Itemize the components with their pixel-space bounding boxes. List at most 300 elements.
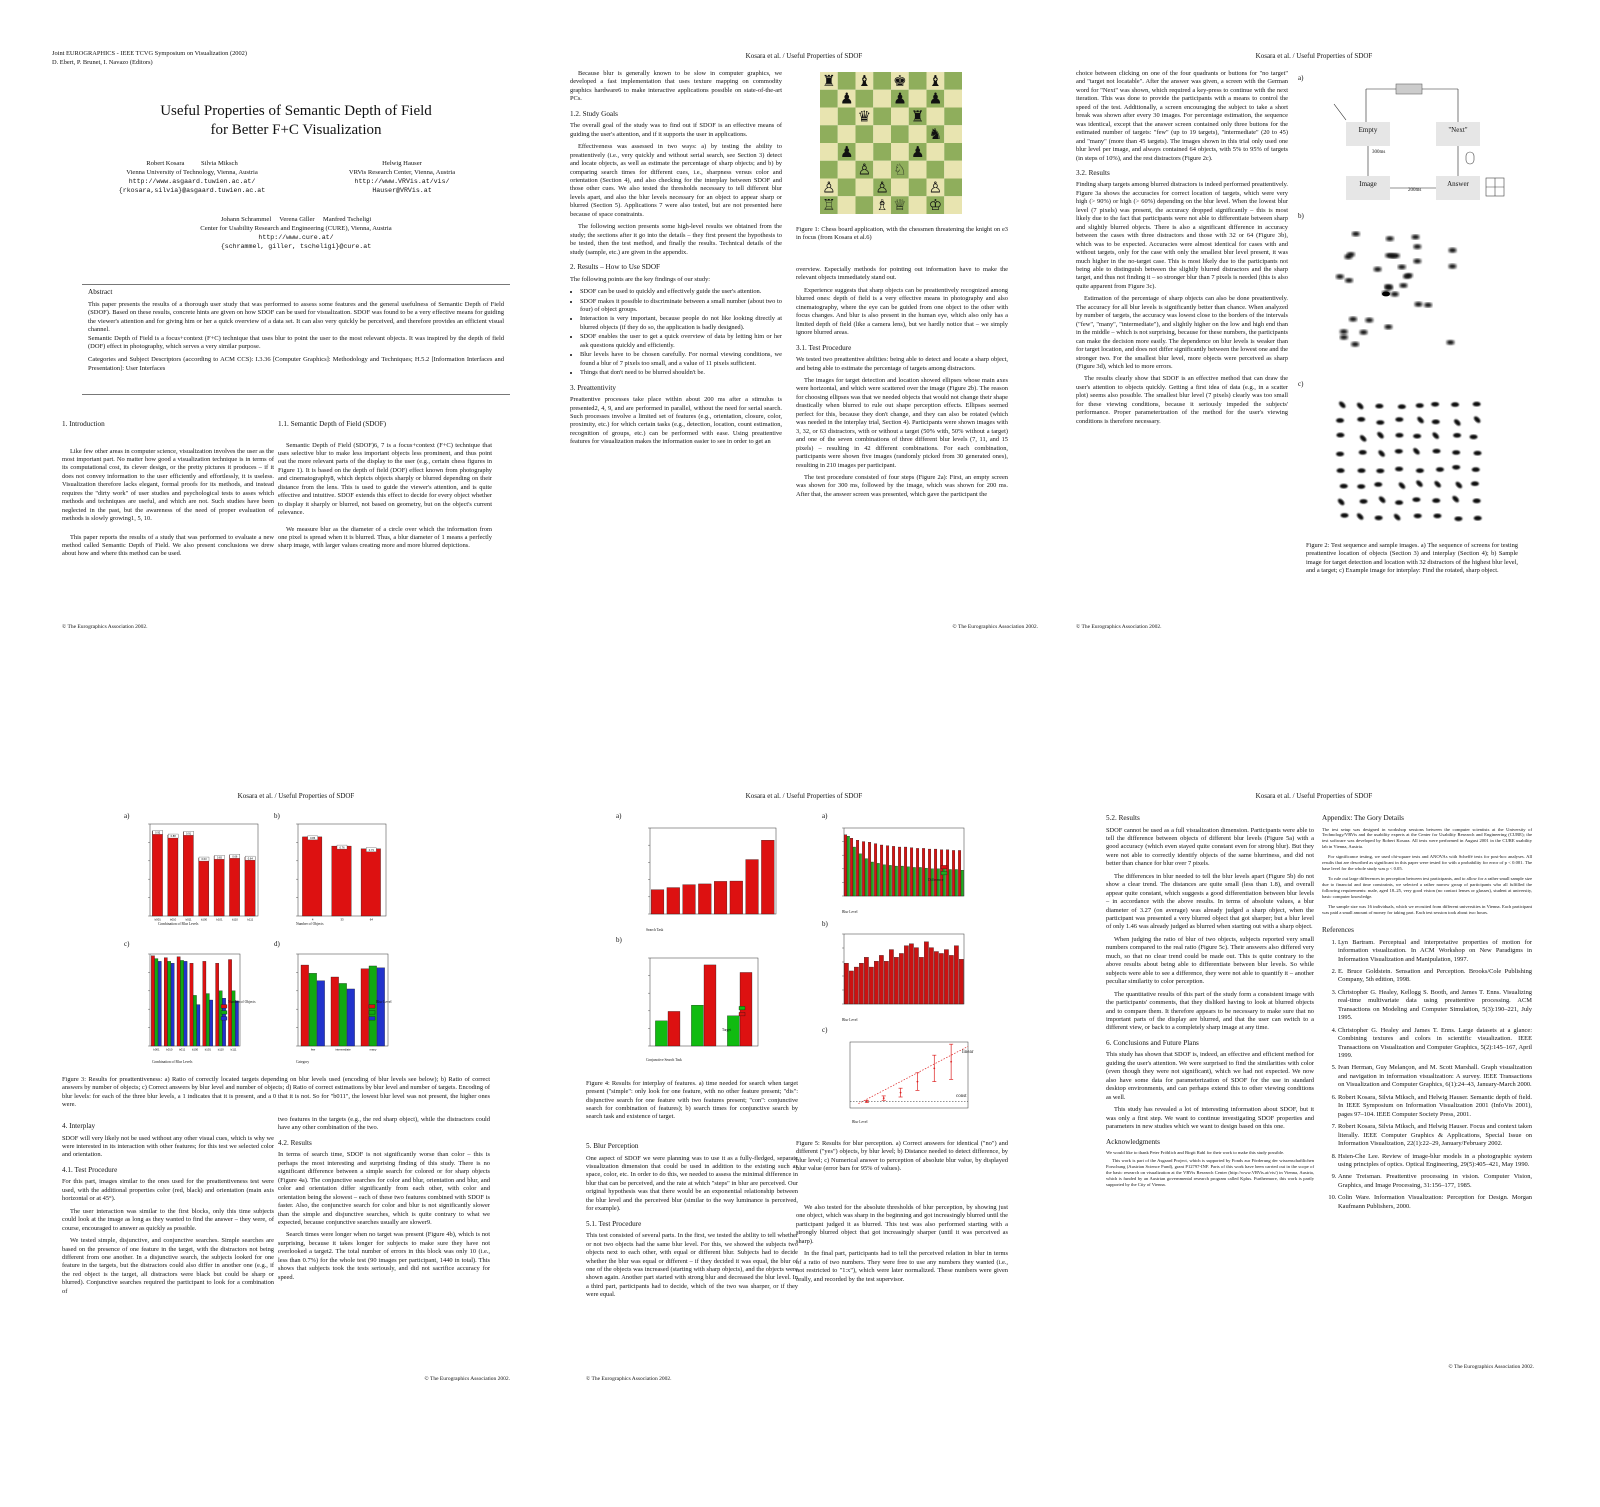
section-heading: 3.1. Test Procedure bbox=[796, 343, 852, 352]
axis-label: Blur Level bbox=[852, 1120, 868, 1124]
figure-panel-label: a) bbox=[616, 812, 622, 820]
blurred-ellipse bbox=[1433, 514, 1441, 519]
chess-piece-icon: ♙ bbox=[822, 178, 836, 197]
chess-piece-icon: ♟ bbox=[839, 89, 854, 108]
tick-label: b101 bbox=[204, 1047, 211, 1052]
author-block-b bbox=[302, 160, 502, 196]
chart-bar bbox=[931, 869, 934, 896]
paragraph: The images for target detection and location showed ellipses whose main axes were horizontal, and which were scattered over the image (Figure 2b). The reason for choosing ellipses was that we needed objects that would not change their shape drastically when blurred to rule out shape perception effects. Ellipses seemed perfect for this, because they don't change, and they can also be rotated (which was needed in the interplay trial, Section 4). Participants were shown images with 3, 32, or 63 distractors, with or without a target (50% with, 50% without a target) and one of the seven combinations of three different blur levels (7, 11, and 15 pixels) – resulting in 42 different combinations. For each combination, participants were shown five images (randomly picked from 30 generated ones), resulting in 210 images per participant. bbox=[796, 377, 1008, 469]
paragraph: The quantitative results of this part of the study form a consistent image with the participants' comments, that they disliked having to look at blurred objects and to compare them. It therefore appears to be necessary to make sure that no important parts of the display are blurred, and that the user can switch to a different view, or back to a completely sharp image at any time. bbox=[1106, 990, 1314, 1032]
chess-piece-icon: ♔ bbox=[928, 196, 943, 214]
blurred-ellipse bbox=[1414, 514, 1422, 519]
section-heading: 3. Preattentivity bbox=[570, 383, 616, 392]
chart-bar bbox=[928, 849, 931, 896]
blurred-ellipse bbox=[1454, 481, 1463, 490]
blurred-ellipse bbox=[1470, 435, 1478, 440]
blurred-ellipse bbox=[1473, 499, 1481, 504]
chess-square bbox=[944, 161, 962, 179]
author-url: http://www.VRVis.at/vis/ bbox=[354, 177, 450, 185]
paragraph: The following points are the key findings of our study: bbox=[570, 275, 711, 283]
chess-piece-icon: ♝ bbox=[928, 72, 943, 90]
paragraph: Experience suggests that sharp objects can be preattentively recognized among blurred ones: depth of field is a very effective means in photography and also cinematography, where the eye can be guided from one object to the other with focus changes. And blur is also present in the human eye, which also only has a limited depth of field (like a camera lens), but we hardly notice that – we simply ignore blurred areas. bbox=[796, 286, 1008, 337]
chart-4a bbox=[630, 822, 780, 926]
chart-5a bbox=[830, 822, 990, 908]
blurred-ellipse bbox=[1384, 284, 1392, 289]
chess-piece-icon: ♙ bbox=[928, 178, 943, 197]
blurred-ellipse bbox=[1351, 342, 1359, 347]
axis-label: Category bbox=[296, 1060, 310, 1064]
paragraph: For significance testing, we used chi-square tests and ANOVAs with Scheffé tests for post-hoc analyses. All results that are described as significant in this paper were tested for with a probability for error of p < 0.001. The base level for the whole study was p < 0.05. bbox=[1322, 854, 1532, 872]
chart-bar bbox=[939, 953, 943, 1004]
blurred-ellipse bbox=[1397, 481, 1406, 490]
running-header: Kosara et al. / Useful Properties of SDOF bbox=[237, 792, 355, 800]
figure-panel-label: c) bbox=[822, 1026, 828, 1034]
blurred-ellipse bbox=[1398, 404, 1406, 409]
chart-bar bbox=[203, 961, 206, 1046]
paper-page-3 bbox=[1070, 50, 1558, 650]
legend-swatch bbox=[369, 1005, 375, 1009]
blurred-ellipse bbox=[1454, 516, 1462, 521]
paragraph: Estimation of the percentage of sharp objects can also be done preattentively. The accuracy for all blur levels is significantly better than chance. When analyzed by number of targets, the accuracy was lowest close to the borders of the intervals ("few", "many", "intermediate"), and slightly higher on the low and high end than in the middle – which is not surprising, because for these numbers, the participants can make the decision more easily. The dependence on blur levels is weaker than for target location, and does not differ significantly between the lowest one and the stronger two. For the smallest blur level, more objects were perceived as sharp (Figure 3d), which led to more errors. bbox=[1076, 295, 1289, 370]
chess-square bbox=[820, 108, 838, 126]
affiliation: VRVis Research Center, Vienna, Austria bbox=[348, 168, 456, 176]
copyright-footer: © The Eurographics Association 2002. bbox=[952, 624, 1038, 630]
chess-square bbox=[944, 143, 962, 161]
chart-bar bbox=[934, 849, 937, 896]
blurred-ellipse bbox=[1386, 236, 1394, 241]
blurred-ellipse bbox=[1376, 469, 1384, 474]
title-line: Useful Properties of Semantic Depth of Field bbox=[160, 103, 432, 119]
blurred-ellipse bbox=[1413, 259, 1421, 264]
chart-bar bbox=[331, 977, 339, 1046]
chart-bar bbox=[880, 845, 883, 896]
blurred-ellipse bbox=[1473, 415, 1482, 424]
chess-square bbox=[891, 143, 909, 161]
blurred-ellipse bbox=[1451, 402, 1459, 407]
tick-label: b010 bbox=[170, 917, 177, 922]
paragraph: We tested simple, disjunctive, and conjunctive searches. Simple searches are based on the presence of one feature in the target, with the distractors not being different from one another. In a disjunctive search, the subjects looked for one feature in the targets, but the distractors could also differ in another one (e.g., if the red object is the target, all distractors were black but could be sharp or blurred). Conjunctive searches required the participant to look for a combination of bbox=[62, 1237, 274, 1295]
chess-square bbox=[909, 90, 927, 108]
blurred-ellipse bbox=[1359, 434, 1368, 443]
blurred-ellipse bbox=[1395, 449, 1403, 454]
chess-square bbox=[873, 90, 891, 108]
author-block-a bbox=[72, 160, 312, 196]
blurred-ellipse bbox=[1473, 402, 1481, 407]
chess-piece-icon: ♛ bbox=[857, 107, 872, 126]
chart-bar bbox=[874, 961, 878, 1004]
caption-text: Figure 5: Results for blur perception. a) Correct answers for identical ("no") and different ("yes") objects, by blur level; b) Distance needed to detect difference, by blur level; c) Numerical answer to perception of absolute blur value, by displayed blur value (error bars for 95% of values). bbox=[796, 1140, 1008, 1172]
paragraph: This study has revealed a lot of interesting information about SDOF, but it was only a first step. We want to continue investigating SDOF properties and parameters in new studies which we want to design based on this one. bbox=[1106, 1106, 1314, 1131]
legend-swatch bbox=[739, 1012, 745, 1016]
column-left bbox=[1106, 808, 1314, 1188]
blurred-ellipse bbox=[1412, 497, 1420, 502]
paragraph: Because blur is generally known to be slow in computer graphics, we developed a fast implementation that uses texture mapping on commodity graphics hardware6 to make interactive applications possible on state-of-the-art PCs. bbox=[570, 70, 782, 103]
tick-label: b010 bbox=[166, 1047, 173, 1052]
section-heading: 4.2. Results bbox=[278, 1138, 312, 1147]
chess-square bbox=[856, 125, 874, 143]
chart-bar bbox=[704, 965, 716, 1046]
chart-bar bbox=[847, 836, 850, 896]
chart-bar bbox=[361, 969, 369, 1046]
column-right bbox=[796, 266, 1008, 503]
legend-title: Number of Objects bbox=[228, 1000, 256, 1004]
chart-bar bbox=[152, 831, 162, 916]
chart-bar bbox=[761, 840, 774, 914]
paragraph: overview. Especially methods for pointing out information have to make the relevant objects immediately stand out. bbox=[796, 266, 1008, 282]
chess-square bbox=[820, 161, 838, 179]
chart-bar bbox=[949, 869, 952, 896]
paragraph: This work is part of the Asgaard Project, which is supported by Fonds zur Förderung der wissenschaftlichen Forschung (Austrian Science Fund), grant P12797-INF. Parts of this work have been carried out in the scope of the basic research on visualization at the VRVis Research Center (http://www.VRVis.at/vis/) in Vienna, Austria, which is funded by an Austrian governmental research program called Kplus. Furthermore, this work is partly supported by the City of Vienna. bbox=[1106, 1157, 1314, 1187]
chart-bar bbox=[864, 957, 868, 1004]
axis-label: Blur Level bbox=[842, 1018, 858, 1022]
reference-item: 2. E. Bruce Goldstein. Sensation and Perception. Brooks/Cole Publishing Company, 5th edition, 1998. bbox=[1338, 968, 1532, 985]
paragraph: The user interaction was similar to the first blocks, only this time subjects could look at the image as long as they wanted to find the answer – they were, of course, encouraged to answer as quickly as possible. bbox=[62, 1207, 274, 1232]
chart-bar bbox=[874, 844, 877, 896]
figure-4-caption bbox=[586, 1080, 798, 1126]
blurred-ellipse bbox=[1340, 484, 1348, 489]
blurred-ellipse bbox=[1399, 283, 1407, 288]
chart-bar bbox=[177, 957, 180, 1046]
chart-bar bbox=[886, 846, 889, 896]
conference-line: Joint EUROGRAPHICS - IEEE TCVG Symposium on Visualization (2002) bbox=[52, 50, 248, 57]
axis-label: Combination of Blur Levels bbox=[158, 922, 199, 926]
column-left bbox=[570, 70, 782, 451]
chart-bar bbox=[193, 995, 196, 1046]
blurred-ellipse bbox=[1452, 465, 1460, 470]
chart-bar bbox=[909, 944, 913, 1004]
blurred-ellipse bbox=[1376, 431, 1385, 440]
blurred-ellipse bbox=[1453, 418, 1462, 427]
chart-bar bbox=[655, 1021, 667, 1046]
figure-1-caption bbox=[796, 226, 1008, 247]
blurred-ellipse bbox=[1395, 467, 1403, 472]
chess-square bbox=[944, 90, 962, 108]
chart-4b bbox=[630, 952, 780, 1058]
blurred-ellipse bbox=[1446, 340, 1454, 345]
copyright-footer: © The Eurographics Association 2002. bbox=[1448, 1364, 1534, 1370]
tick-label: b001 bbox=[153, 1047, 160, 1052]
blurred-ellipse bbox=[1413, 244, 1421, 249]
paragraph: Finding sharp targets among blurred distractors is indeed performed preattentively. Figure 3a shows the accuracies for correct location of targets, which were very high (> 90%) or high (> 60%) depending on the blur level. When the lowest blur level (7 pixels) was present, the accuracy dropped significantly – this is most likely due to the fact that participants were not able to differentiate between sharp and slightly blurred objects. There is also a significant difference in accuracy between the cases with three distractors and those with 32 or 64 (Figure 3b), which was to be expected. Accuracies were almost identical for cases with and without targets, only for the case with only the smallest blur level present, it was much higher in the no-target case. This is most likely due to the participants not being able to distinguish between the slightly blurred distractors and the sharp target, and thus not finding it – so stronger blur than 7 pixels is needed (this is also quite apparent from Figure 3c). bbox=[1076, 181, 1288, 290]
chess-piece-icon: ♞ bbox=[928, 125, 943, 144]
figure-panel-label: b) bbox=[274, 812, 280, 820]
paragraph: To rule out large differences in perception between test participants, and to allow for a rather small sample size due to financial and time constraints, we selected a rather narrow group of participants who all fulfilled the following requirements: male, aged 18–25, very good vision (no contact lenses or glasses), student at university, basic computer knowledge. bbox=[1322, 876, 1532, 900]
chart-bar bbox=[856, 840, 859, 896]
acknowledgments bbox=[1106, 1150, 1314, 1188]
bar-value-label: 0.92 bbox=[155, 831, 161, 835]
section-heading: Appendix: The Gory Details bbox=[1322, 814, 1404, 822]
chart-bar bbox=[377, 968, 385, 1046]
blurred-ellipse bbox=[1374, 267, 1382, 272]
copyright-footer: © The Eurographics Association 2002. bbox=[1076, 624, 1162, 630]
paragraph: We would like to thank Peter Fröhlich and Birgit Rabl for their work to make this study possible. bbox=[1106, 1150, 1285, 1155]
tick-label: b011 bbox=[179, 1047, 186, 1052]
chart-bar bbox=[914, 948, 918, 1004]
chart-bar bbox=[929, 948, 933, 1004]
list-item: • Blur levels have to be chosen carefully. For normal viewing conditions, we found a blur of 7 pixels too small, and a value of 11 pixels sufficient. bbox=[580, 351, 782, 368]
blurred-ellipse bbox=[1376, 420, 1384, 425]
start-arrow bbox=[1334, 104, 1346, 120]
tick-label: b111 bbox=[230, 1047, 237, 1052]
chess-piece-icon: ♘ bbox=[893, 160, 907, 179]
paragraph: We measure blur as the diameter of a circle over which the information from one pixel is spread when it is blurred. Thus, a blur diameter of 1 means a perfectly sharp image, with larger values creating more and more blurred depictions. bbox=[278, 525, 492, 550]
paper-page-5 bbox=[560, 790, 1048, 1390]
abstract-paragraph: This paper presents the results of a thorough user study that was performed to assess some features and the general usefulness of Semantic Depth of Field (SDOF). Based on these results, concrete hints are given on how SDOF can be used for visualization. SDOF was found to be a very effective means for guiding the viewer's attention and for giving him or her a quick overview of a data set. It can also very quickly be perceived, and therefore provides an efficient visual channel. bbox=[88, 300, 504, 334]
chart-bar bbox=[183, 832, 193, 916]
section-heading: 1.2. Study Goals bbox=[570, 109, 618, 118]
chart-bar bbox=[944, 950, 948, 1004]
paragraph: We also tested for the absolute thresholds of blur perception, by showing just one object, which was sharp in the beginning and got increasingly blurred until the participant judged it as blurred. This test was also performed starting with a strongly blurred object that got increasingly sharper (until it was perceived as sharp). bbox=[796, 1204, 1008, 1245]
linear-reference-line bbox=[858, 1046, 968, 1103]
blurred-ellipse bbox=[1431, 402, 1439, 407]
chart-bar bbox=[854, 967, 858, 1004]
column-left bbox=[62, 414, 274, 563]
chart-bar bbox=[844, 835, 847, 896]
title-line: for Better F+C Visualization bbox=[210, 121, 382, 138]
blurred-ellipse bbox=[1395, 417, 1403, 422]
chess-piece-icon: ♝ bbox=[857, 72, 872, 90]
paragraph: This study has shown that SDOF is, indeed, an effective and efficient method for guiding the user's attention. We were surprised to find the similarities with color (even though they were not significant), which we had not expected. We now also have some data for parameterization of SDOF for the use in standard desktop environments, and can perhaps extend this to other viewing conditions as well. bbox=[1106, 1051, 1314, 1101]
caption-text: Figure 3: Results for preattentiveness: a) Ratio of correctly located targets depending on blur levels used (encoding of blur levels see below); b) Ratio of correct answers by number of objects; c) Correct answers by blur level and number of objects; d) Ratio of correct estimations by blur level and number of targets. Encoding of blur levels: for each of the three blur levels, a 1 indicates that it is present, and a 0 that it is not. So for "b011", the lowest blur level was not present, the higher ones were. bbox=[62, 1076, 490, 1108]
blurred-ellipse bbox=[1405, 273, 1413, 278]
paragraph: Like few other areas in computer science, visualization involves the user as the most important part. No matter how good a visualization technique is in terms of its computational cost, its clever design, or the pretty pictures it produces – if it does not convey information to the user efficiently and effortlessly, it is useless. Visualization therefore lacks elegant, formal proofs for its methods, and instead requires the "dirty work" of user studies and psychological tests to asses which methods and techniques are useful, and which are not. Such studies have been neglected in the past, but the awareness of the need of proper evaluation of methods is slowly growing1, 5, 10. bbox=[62, 447, 274, 523]
bar-value-label: 0.63 bbox=[201, 858, 207, 862]
chart-bar bbox=[164, 958, 167, 1046]
blurred-ellipse bbox=[1471, 481, 1479, 486]
chess-piece-icon: ♟ bbox=[910, 142, 925, 161]
chart-bar bbox=[216, 963, 219, 1046]
figure-panel-label: c) bbox=[1298, 380, 1304, 388]
chart-bar bbox=[850, 838, 853, 896]
chess-square bbox=[909, 72, 927, 90]
author-email: Hauser@VRVis.at bbox=[372, 186, 432, 194]
chart-bar bbox=[730, 881, 743, 914]
column-left bbox=[62, 1116, 274, 1300]
chart-bar bbox=[949, 955, 953, 1004]
bar-value-label: 0.91 bbox=[186, 832, 192, 836]
copyright-footer: © The Eurographics Association 2002. bbox=[62, 624, 148, 630]
paragraph: The overall goal of the study was to find out if SDOF is an effective means of guiding the user's attention, and if it supports the user in applications. bbox=[570, 122, 782, 138]
sample-image-interplay bbox=[1332, 395, 1492, 530]
tick-label: 64 bbox=[369, 917, 373, 922]
chess-square bbox=[820, 90, 838, 108]
chess-square bbox=[838, 196, 856, 214]
copyright-footer: © The Eurographics Association 2002. bbox=[586, 1376, 672, 1382]
blurred-ellipse bbox=[1360, 330, 1368, 335]
legend-swatch bbox=[221, 1005, 227, 1009]
legend-swatch bbox=[941, 871, 947, 875]
chart-bar bbox=[309, 973, 317, 1046]
paragraph: The differences in blur needed to tell the blur levels apart (Figure 5b) do not show a clear trend. The distances are quite small (less than 1.8), and overall appear quite constant, which suggests a good differentiation between blur levels – in accordance with the above results. In terms of absolute values, a blur diameter of 3.27 (on average) was already judged a sharp object, when the participant was presented a very blurred object that got sharper; but a blur level of only 1.46 was already judged as blurred when starting out with a sharp object. bbox=[1106, 872, 1314, 931]
chart-bar bbox=[901, 866, 904, 896]
paragraph: Semantic Depth of Field (SDOF)6, 7 is a focus+context (F+C) technique that uses selective blur to make less important objects less prominent, and thus point out the more relevant parts of the display to the user (e.g., certain chess figures in Figure 1). It is based on the depth of field (DOF) effect known from photography and cinematography8, which depicts objects sharply or blurred depending on their distance from the lens. This is used to guide the viewer's attention, and is quite effective and intuitive. SDOF extends this effect to decide for every object whether to display it sharply or blurred, not based on geometry, but on the object's current relevance. bbox=[278, 441, 492, 517]
paper-page-4 bbox=[52, 790, 540, 1390]
chess-square bbox=[856, 90, 874, 108]
paragraph: SDOF will very likely not be used without any other visual cues, which is why we were interested in its interaction with other features; for this test we selected color and orientation. bbox=[62, 1134, 274, 1159]
chess-square bbox=[927, 108, 945, 126]
paper-page-2 bbox=[560, 50, 1048, 650]
bar-value-label: 0.73 bbox=[368, 849, 374, 853]
paragraph: Effectiveness was assessed in two ways: a) by testing the ability to preattentively (i.e., very quickly and without serial search, see Section 3) detect and locate objects, as well as estimate the percentage of sharp objects; and b) by comparing search times for different cues, i.e., sharpness versus color and orientation (Section 4), and also checking for the interplay between SDOF and those other cues. We also tested the thresholds necessary to tell different blur levels apart, and also the blur levels necessary for an object to appear sharp or blurred (Section 5). Applications 7 were also tested, but are not presented here because of space constraints. bbox=[570, 143, 782, 218]
figure-3-caption bbox=[62, 1076, 490, 1113]
chart-bar bbox=[959, 959, 963, 1004]
tick-label: b100 bbox=[200, 917, 208, 922]
blurred-ellipse bbox=[1414, 302, 1422, 307]
paragraph: In the final part, participants had to tell the perceived relation in blur in terms of a ratio of two numbers. They were free to use any numbers they wanted (i.e., not restricted to "1:x"), which were later normalized. These numbers were given orally, and recorded by the test supervisor. bbox=[796, 1250, 1008, 1283]
author-email: {rkosara,silvia}@asgaard.tuwien.ac.at bbox=[118, 186, 266, 194]
chart-bar bbox=[302, 837, 322, 916]
chart-bar bbox=[919, 867, 922, 896]
list-item: • Things that don't need to be blurred shouldn't be. bbox=[580, 369, 782, 377]
data-point bbox=[900, 1092, 902, 1094]
blurred-ellipse bbox=[1432, 420, 1440, 425]
column-right bbox=[278, 414, 492, 555]
chart-bar bbox=[853, 847, 856, 896]
blurred-ellipse bbox=[1395, 500, 1403, 505]
paragraph: The results clearly show that SDOF is an effective method that can draw the user's attention to objects quickly. Getting a first idea of data (e.g., in a scatter plot) seems also possible. The smallest blur level (7 pixels) clearly was too small for these viewing conditions, because it seriously impeded the subjects' performance. Proper parameterization of the method for the user's viewing conditions is therefore necessary. bbox=[1076, 375, 1288, 425]
chart-bar bbox=[898, 847, 901, 896]
chart-bar bbox=[916, 848, 919, 896]
section-heading: 1.1. Semantic Depth of Field (SDOF) bbox=[278, 420, 387, 428]
paragraph: choice between clicking on one of the four quadrants or buttons for "no target" and "target not locatable". After the answer was given, a screen with the German word for "Next" was shown, which required a key-press to continue with the next iteration. This was done to provide the participants with a means to control the speed of the test. Additionally, a screen encouraging the subject to take a short break was shown after every 30 images. For percentage estimation, the sequence was identical, except that the answer screen contained only three buttons for the estimated number of targets: "few" (up to 19 targets), "intermediate" (20 to 45) and "many" (more than 45 targets). The images shown in this trial only used one blur level per image, and always contained 64 objects, with 5% to 95% of targets (in steps of 10%), and the rest distractors (Figure 2c). bbox=[1076, 70, 1288, 162]
tick-label: b111 bbox=[247, 917, 254, 922]
chart-bar bbox=[883, 865, 886, 896]
chart-bar bbox=[199, 858, 209, 916]
legend-swatch bbox=[941, 865, 947, 869]
blurred-ellipse bbox=[1388, 253, 1396, 258]
author-names: Helwig Hauser bbox=[382, 160, 422, 167]
blurred-ellipse bbox=[1416, 403, 1424, 408]
chess-square bbox=[838, 179, 856, 197]
blurred-ellipse bbox=[1452, 450, 1460, 455]
blurred-ellipse bbox=[1337, 468, 1345, 473]
tick-label: many bbox=[369, 1047, 377, 1052]
chart-bar bbox=[868, 842, 871, 896]
figure-panel-label: b) bbox=[822, 920, 828, 928]
blurred-ellipse bbox=[1377, 449, 1386, 458]
chart-bar bbox=[913, 867, 916, 896]
legend-swatch bbox=[221, 1017, 227, 1021]
chart-bar bbox=[361, 849, 381, 916]
blurred-ellipse bbox=[1384, 325, 1392, 330]
paragraph: In terms of search time, SDOF is not significantly worse than color – this is perhaps the most interesting and surprising finding of this study. There is no significant difference between a simple search for colored or for sharp objects (Figure 4a). The conjunctive searches for color and blur, orientation and blur, and color and orientation differ significantly from each other, with color and orientation being the slowest – each of these two features combined with SDOF is faster. Also, the conjunctive search for color and blur is not significantly slower than the simple and disjunctive searches, which is quite contrary to what we expected, because conjunctive searches usually are slower9. bbox=[278, 1151, 490, 1227]
author-url: http://www.cure.at/ bbox=[258, 233, 334, 241]
paragraph: The test setup was designed in workshop sessions between the computer scientists at the University of Technology/VRVis and the usability experts at the Center for Usability Research and Engineering (CURE); the test software was developed by Robert Kosara. All tests were performed in August 2001 in the CURE usability lab in Vienna, Austria. bbox=[1322, 826, 1532, 850]
list-item: • SDOF can be used to quickly and effectively guide the user's attention. bbox=[580, 288, 782, 296]
chart-bar bbox=[889, 950, 893, 1004]
mouse-icon bbox=[1466, 152, 1474, 164]
tick-label: b110 bbox=[217, 1047, 224, 1052]
chess-square bbox=[891, 179, 909, 197]
section-heading: 5.2. Results bbox=[1106, 814, 1140, 822]
chess-square bbox=[873, 161, 891, 179]
blurred-ellipse bbox=[1336, 418, 1344, 423]
section-heading: 3.2. Results bbox=[1076, 168, 1110, 177]
chess-square bbox=[873, 108, 891, 126]
blurred-ellipse bbox=[1433, 449, 1441, 454]
data-point bbox=[917, 1081, 919, 1083]
affiliation: Center for Usability Research and Engineering (CURE), Vienna, Austria bbox=[200, 224, 392, 232]
chart-bar bbox=[892, 846, 895, 896]
chart-bar bbox=[904, 946, 908, 1004]
chart-bar bbox=[907, 867, 910, 896]
section-heading: 2. Results – How to Use SDOF bbox=[570, 263, 661, 272]
tick-label: intermediate bbox=[335, 1047, 351, 1052]
blurred-ellipse bbox=[1378, 495, 1387, 504]
chart-bar bbox=[210, 1000, 213, 1046]
tick-label: 33 bbox=[340, 917, 344, 922]
blurred-ellipse bbox=[1453, 433, 1461, 438]
blurred-ellipse bbox=[1431, 431, 1440, 440]
data-point bbox=[950, 1061, 952, 1063]
chart-bar bbox=[171, 963, 174, 1046]
bar-value-label: 0.64 bbox=[247, 857, 253, 861]
chess-square bbox=[856, 179, 874, 197]
blurred-ellipse bbox=[1341, 513, 1349, 518]
acm-categories: Categories and Subject Descriptors (according to ACM CCS): I.3.36 [Computer Graphics]: Methodology and Techniques; H.5.2 [Information Interfaces and Presentation]: User Interfaces bbox=[88, 355, 504, 372]
chess-square bbox=[873, 125, 891, 143]
chart-bar bbox=[339, 983, 347, 1046]
chess-piece-icon: ♙ bbox=[875, 178, 889, 197]
blurred-ellipse bbox=[1424, 303, 1432, 308]
reference-item: 9. Anne Treisman. Preattentive processing in vision. Computer Vision, Graphics, and Image Processing, 31:156–177, 1985. bbox=[1338, 1173, 1532, 1190]
reference-item: 5. Ivan Herman, Guy Melançon, and M. Scott Marshall. Graph visualization and navigation in information visualization: A survey. IEEE Transactions on Visualization and Computer Graphics, 6(1):24–43, January-March 2000. bbox=[1338, 1064, 1532, 1089]
chart-bar bbox=[667, 888, 680, 914]
blurred-ellipse bbox=[1412, 447, 1421, 456]
chart-bar bbox=[158, 961, 161, 1046]
chart-bar bbox=[869, 967, 873, 1004]
blurred-ellipse bbox=[1415, 479, 1424, 488]
key-findings-list bbox=[570, 288, 782, 378]
caption-text: Figure 2: Test sequence and sample images. a) The sequence of screens for testing preattentive location of objects (Section 3) and interplay (Section 4); b) Sample image for target detection and location with 32 distractors of the highest blur level, and a target; c) Example image for interplay: Find the rotated, sharp object. bbox=[1306, 542, 1518, 574]
chart-bar bbox=[859, 854, 862, 896]
sharp-target-ellipse bbox=[1382, 292, 1390, 297]
section-heading: 1. Introduction bbox=[62, 420, 105, 428]
blurred-ellipse bbox=[1359, 450, 1367, 455]
blurred-ellipse bbox=[1474, 516, 1482, 521]
tick-label: b110 bbox=[231, 917, 238, 922]
axis-label: Blur Level bbox=[842, 910, 858, 914]
legend-title: Blur Level bbox=[376, 1000, 392, 1004]
chess-piece-icon: ♟ bbox=[893, 89, 907, 108]
chess-square bbox=[873, 143, 891, 161]
blurred-ellipse bbox=[1374, 482, 1382, 487]
blurred-ellipse bbox=[1340, 335, 1348, 340]
blurred-ellipse bbox=[1433, 480, 1442, 489]
chess-square bbox=[944, 72, 962, 90]
chart-bar bbox=[937, 869, 940, 896]
running-header: Kosara et al. / Useful Properties of SDOF bbox=[1255, 792, 1373, 800]
running-header: Kosara et al. / Useful Properties of SDOF bbox=[1255, 52, 1373, 60]
chart-bar bbox=[651, 890, 664, 914]
chess-square bbox=[944, 125, 962, 143]
abstract-heading: Abstract bbox=[88, 288, 113, 296]
blurred-ellipse bbox=[1472, 467, 1480, 472]
blurred-ellipse bbox=[1395, 433, 1403, 438]
chart-bar bbox=[922, 848, 925, 896]
paper-title bbox=[52, 102, 540, 140]
chart-bar bbox=[698, 884, 711, 914]
chart-bar bbox=[155, 959, 158, 1046]
chart-bar bbox=[919, 957, 923, 1004]
column-right bbox=[1322, 808, 1532, 1215]
column-right bbox=[278, 1116, 490, 1286]
chart-bar bbox=[229, 855, 239, 916]
blurred-ellipse bbox=[1338, 400, 1347, 409]
chess-square bbox=[944, 179, 962, 197]
paragraph: For this part, images similar to the ones used for the preattentiveness test were used, with the additional properties color (red, black) and orientation (main axis horizontal or at 45°). bbox=[62, 1178, 274, 1203]
chart-bar bbox=[151, 956, 154, 1046]
